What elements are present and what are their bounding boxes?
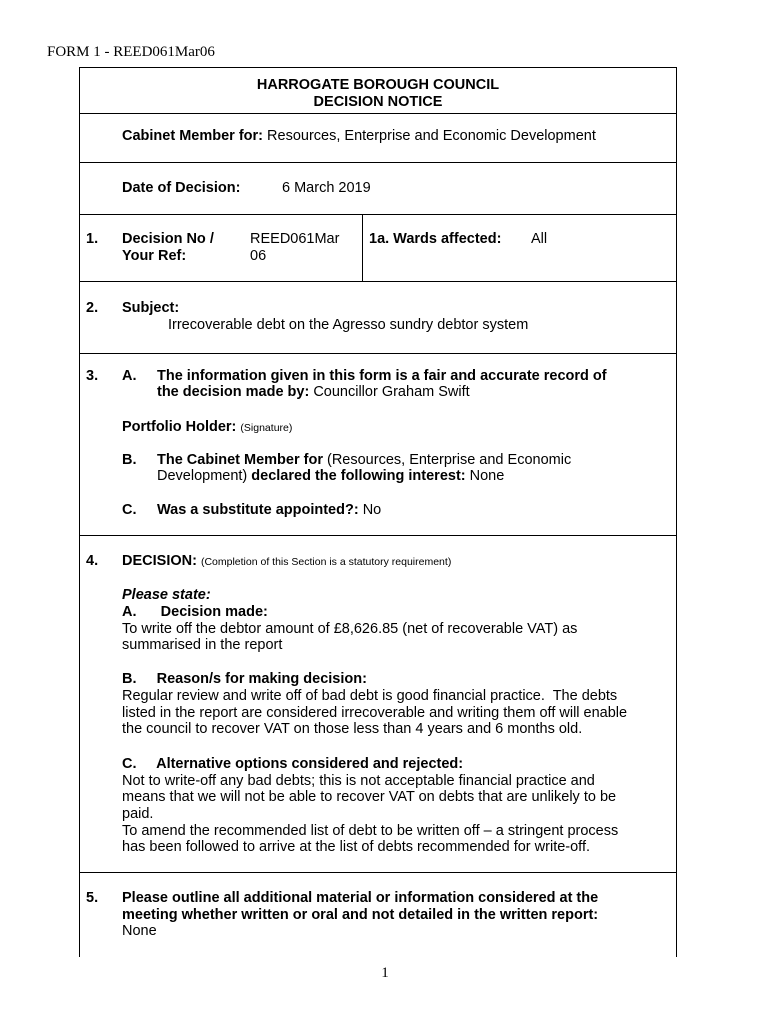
decision-made-by-label: the decision made by:: [157, 384, 310, 400]
row-divider: [79, 535, 677, 536]
decision-label: DECISION:: [122, 553, 197, 569]
cabinet-member-value: Resources, Enterprise and Economic Development: [267, 128, 596, 144]
section-3b-line1: [157, 452, 571, 469]
signature-note: (Signature): [240, 422, 293, 434]
decision-made-by-value: Councillor Graham Swift: [313, 384, 470, 400]
section-4-number: 4.: [86, 553, 99, 569]
reasons-line1: Regular review and write off of bad debt is good financial practice. The debts: [122, 688, 618, 704]
alternatives-line4: To amend the recommended list of debt to be written off – a stringent process: [122, 823, 619, 839]
additional-material-line1: Please outline all additional material or information considered at the: [122, 890, 599, 906]
row-divider: [79, 113, 677, 114]
form-identifier: FORM 1 - REED061Mar06: [47, 44, 215, 60]
reasons-line3: the council to recover VAT on those less than 4 years and 6 months old.: [122, 721, 583, 737]
substitute-label: Was a substitute appointed?:: [157, 502, 359, 518]
declared-interest-label: declared the following interest:: [251, 468, 466, 484]
wards-affected-value: All: [531, 231, 548, 247]
section-5-number: 5.: [86, 890, 99, 906]
cabinet-member-row: [122, 128, 596, 145]
section-2-number: 2.: [86, 300, 99, 316]
additional-material-line2: meeting whether written or oral and not detailed in the written report:: [122, 907, 599, 923]
alternatives-heading: C. Alternative options considered and rejected:: [122, 756, 464, 772]
reasons-heading: B. Reason/s for making decision:: [122, 671, 367, 687]
your-ref-label: Your Ref:: [122, 248, 187, 264]
decision-heading-row: [122, 553, 451, 571]
section-1-number: 1.: [86, 231, 99, 247]
portfolio-holder-row: [122, 419, 292, 437]
alternatives-line2: means that we will not be able to recover VAT on debts that are unlikely to be: [122, 789, 617, 805]
cabinet-member-for-value-cont: Development): [157, 468, 248, 484]
portfolio-holder-label: Portfolio Holder:: [122, 419, 237, 435]
reasons-line2: listed in the report are considered irrecoverable and writing them off will enable: [122, 705, 628, 721]
substitute-value: No: [362, 502, 382, 518]
decision-made-heading: A. Decision made:: [122, 604, 268, 620]
subject-value: Irrecoverable debt on the Agresso sundry debtor system: [168, 317, 529, 333]
notice-title: DECISION NOTICE: [313, 94, 443, 110]
decision-ref-line1: REED061Mar: [250, 231, 340, 247]
section-3a-letter: A.: [122, 368, 137, 384]
row-divider: [79, 162, 677, 163]
subject-label: Subject:: [122, 300, 180, 316]
cabinet-member-for-value: (Resources, Enterprise and Economic: [327, 452, 572, 468]
date-label: Date of Decision:: [122, 180, 241, 196]
decision-ref-line2: 06: [250, 248, 267, 264]
please-state: Please state:: [122, 587, 211, 603]
row-divider: [79, 281, 677, 282]
alternatives-line5: has been followed to arrive at the list of debts recommended for write-off.: [122, 839, 591, 855]
row-divider: [79, 214, 677, 215]
section-3a-line2: [157, 384, 470, 401]
alternatives-line1: Not to write-off any bad debts; this is not acceptable financial practice and: [122, 773, 595, 789]
wards-affected-label: 1a. Wards affected:: [369, 231, 502, 247]
page-number: 1: [381, 965, 389, 981]
decision-made-line2: summarised in the report: [122, 637, 283, 653]
statutory-note: (Completion of this Section is a statutory requirement): [200, 556, 452, 568]
section-3b-line2: [157, 468, 504, 485]
section-3c-letter: C.: [122, 502, 137, 518]
declared-interest-value: None: [469, 468, 505, 484]
council-name: HARROGATE BOROUGH COUNCIL: [256, 77, 500, 93]
cabinet-member-for-label: The Cabinet Member for: [157, 452, 323, 468]
row-divider: [79, 872, 677, 873]
section-3c-line: [157, 502, 381, 519]
row-divider: [79, 353, 677, 354]
column-divider: [362, 214, 363, 281]
section-3b-letter: B.: [122, 452, 137, 468]
alternatives-line3: paid.: [122, 806, 154, 822]
section-3a-line1: The information given in this form is a fair and accurate record of: [157, 368, 607, 384]
date-value: 6 March 2019: [282, 180, 371, 196]
cabinet-member-label: Cabinet Member for:: [122, 128, 263, 144]
section-3-number: 3.: [86, 368, 99, 384]
decision-no-label: Decision No /: [122, 231, 214, 247]
additional-material-value: None: [122, 923, 157, 939]
decision-made-line1: To write off the debtor amount of £8,626.85 (net of recoverable VAT) as: [122, 621, 578, 637]
